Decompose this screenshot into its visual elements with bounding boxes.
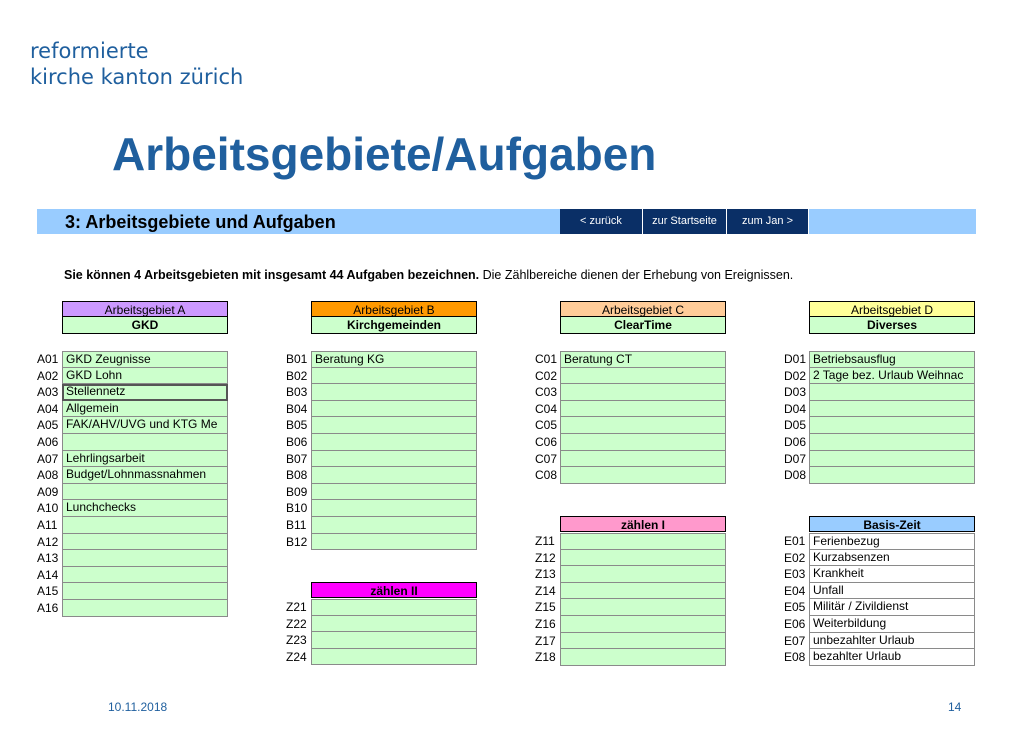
home-button[interactable]: zur Startseite <box>643 209 727 234</box>
row-cell[interactable] <box>311 632 477 649</box>
area-c-header: Arbeitsgebiet C <box>560 301 726 317</box>
row-cell[interactable]: Unfall <box>809 583 975 600</box>
row-code: E02 <box>784 550 806 565</box>
row-code: Z18 <box>535 650 556 665</box>
row-code: A08 <box>37 468 59 483</box>
row-cell[interactable]: Krankheit <box>809 566 975 583</box>
row-cell[interactable] <box>311 368 477 385</box>
zaehlen-ii-header: zählen II <box>311 582 477 598</box>
row-code: A15 <box>37 584 59 599</box>
row-code: C07 <box>535 451 558 466</box>
row-cell[interactable]: Budget/Lohnmassnahmen <box>62 467 228 484</box>
row-code: C05 <box>535 418 558 433</box>
area-b-name: Kirchgemeinden <box>311 317 477 334</box>
intro-text <box>64 268 793 282</box>
row-cell[interactable]: Kurzabsenzen <box>809 550 975 567</box>
row-code: Z17 <box>535 633 556 648</box>
row-cell[interactable] <box>62 550 228 567</box>
row-code: A11 <box>37 518 58 532</box>
footer-date: 10.11.2018 <box>108 700 168 714</box>
row-cell[interactable] <box>560 401 726 418</box>
row-code: E05 <box>784 600 806 615</box>
sheet-header-bar <box>37 209 976 234</box>
intro-rest: Die Zählbereiche dienen der Erhebung von Ereignissen. <box>479 268 794 282</box>
row-code: B08 <box>286 468 308 483</box>
row-cell[interactable] <box>311 534 477 551</box>
row-cell[interactable] <box>311 451 477 468</box>
row-code: Z13 <box>535 567 556 582</box>
area-c-name: ClearTime <box>560 317 726 334</box>
spreadsheet <box>37 209 976 679</box>
row-code: D01 <box>784 352 807 366</box>
row-code: A06 <box>37 435 59 449</box>
row-code: C08 <box>535 468 558 483</box>
row-cell[interactable]: Beratung CT <box>560 351 726 368</box>
area-d-name: Diverses <box>809 317 975 334</box>
row-cell[interactable] <box>62 583 228 600</box>
row-cell[interactable] <box>311 649 477 666</box>
row-code: B12 <box>286 534 308 549</box>
row-cell[interactable] <box>560 599 726 616</box>
row-cell[interactable]: Betriebsausflug <box>809 351 975 368</box>
row-code: A04 <box>37 401 59 416</box>
row-code: A09 <box>37 484 59 499</box>
zaehlen-i-header: zählen I <box>560 516 726 532</box>
row-code: A02 <box>37 368 59 383</box>
row-code: A10 <box>37 501 59 516</box>
row-cell[interactable] <box>560 550 726 567</box>
area-a-name: GKD <box>62 317 228 334</box>
row-cell[interactable] <box>560 533 726 550</box>
row-code: A03 <box>37 385 59 400</box>
row-cell[interactable]: Stellennetz <box>62 384 228 401</box>
row-code: B01 <box>286 352 308 366</box>
row-cell[interactable] <box>311 401 477 418</box>
row-cell[interactable] <box>560 566 726 583</box>
row-cell[interactable] <box>560 649 726 666</box>
row-cell[interactable] <box>560 434 726 451</box>
slide-title: Arbeitsgebiete/Aufgaben <box>112 128 657 180</box>
row-cell[interactable] <box>311 484 477 501</box>
sheet-title: 3: Arbeitsgebiete und Aufgaben <box>65 212 336 232</box>
row-code: E06 <box>784 617 806 631</box>
area-b-header: Arbeitsgebiet B <box>311 301 477 317</box>
row-cell[interactable]: GKD Zeugnisse <box>62 351 228 368</box>
logo-line-1: reformierte <box>30 39 149 63</box>
back-button[interactable]: < zurück <box>560 209 643 234</box>
row-cell[interactable]: Lunchchecks <box>62 500 228 517</box>
row-code: A14 <box>37 567 59 582</box>
basis-zeit-header: Basis-Zeit <box>809 516 975 532</box>
row-code: Z15 <box>535 600 556 615</box>
row-cell[interactable] <box>560 616 726 633</box>
area-a-header: Arbeitsgebiet A <box>62 301 228 317</box>
row-cell[interactable] <box>311 517 477 534</box>
row-code: E03 <box>784 567 806 582</box>
row-code: D05 <box>784 418 807 433</box>
row-cell[interactable] <box>560 467 726 484</box>
row-cell[interactable] <box>62 600 228 617</box>
row-code: Z11 <box>535 534 555 548</box>
row-code: Z21 <box>286 600 307 614</box>
page-number: 14 <box>948 700 962 714</box>
row-cell[interactable]: FAK/AHV/UVG und KTG Me <box>62 417 228 434</box>
row-code: B06 <box>286 435 308 449</box>
row-code: Z14 <box>535 583 556 598</box>
row-cell[interactable] <box>560 384 726 401</box>
row-cell[interactable] <box>809 451 975 468</box>
row-cell[interactable] <box>311 384 477 401</box>
row-code: Z16 <box>535 617 556 631</box>
row-code: A12 <box>37 534 59 549</box>
area-d-header: Arbeitsgebiet D <box>809 301 975 317</box>
row-code: A16 <box>37 601 59 615</box>
row-cell[interactable]: Lehrlingsarbeit <box>62 451 228 468</box>
row-code: B07 <box>286 451 308 466</box>
row-code: B05 <box>286 418 308 433</box>
row-code: D03 <box>784 385 807 400</box>
next-month-button[interactable]: zum Jan > <box>727 209 809 234</box>
row-cell[interactable] <box>560 451 726 468</box>
row-cell[interactable]: Militär / Zivildienst <box>809 599 975 616</box>
row-code: Z23 <box>286 633 307 648</box>
row-cell[interactable]: Beratung KG <box>311 351 477 368</box>
row-cell[interactable]: Ferienbezug <box>809 533 975 550</box>
row-cell[interactable] <box>311 500 477 517</box>
row-cell[interactable] <box>311 616 477 633</box>
intro-bold: Sie können 4 Arbeitsgebieten mit insgesamt 44 Aufgaben bezeichnen. <box>64 268 480 282</box>
row-cell[interactable]: GKD Lohn <box>62 368 228 385</box>
row-cell[interactable] <box>62 534 228 551</box>
row-code: D08 <box>784 468 807 483</box>
row-code: C02 <box>535 368 558 383</box>
row-cell[interactable] <box>62 567 228 584</box>
row-code: B11 <box>286 518 307 532</box>
row-cell[interactable] <box>560 417 726 434</box>
row-cell[interactable]: Allgemein <box>62 401 228 418</box>
logo-line-2: kirche kanton zürich <box>30 65 244 89</box>
row-code: C04 <box>535 401 558 416</box>
row-code: E04 <box>784 583 806 598</box>
row-code: D02 <box>784 368 807 383</box>
row-code: D06 <box>784 435 807 449</box>
row-code: D07 <box>784 451 807 466</box>
row-cell[interactable]: bezahlter Urlaub <box>809 649 975 666</box>
row-code: B02 <box>286 368 308 383</box>
row-code: Z24 <box>286 649 307 664</box>
row-cell[interactable] <box>311 599 477 616</box>
row-code: B04 <box>286 401 308 416</box>
row-cell[interactable]: Weiterbildung <box>809 616 975 633</box>
row-code: B03 <box>286 385 308 400</box>
row-code: C03 <box>535 385 558 400</box>
row-code: A13 <box>37 551 59 566</box>
row-cell[interactable] <box>809 434 975 451</box>
row-cell[interactable] <box>809 384 975 401</box>
row-cell[interactable] <box>311 417 477 434</box>
row-code: E07 <box>784 633 806 648</box>
row-code: C01 <box>535 352 558 366</box>
row-cell[interactable] <box>560 583 726 600</box>
row-cell[interactable] <box>311 434 477 451</box>
row-cell[interactable] <box>560 633 726 650</box>
row-code: E08 <box>784 650 806 665</box>
row-cell[interactable] <box>809 417 975 434</box>
row-cell[interactable] <box>62 434 228 451</box>
row-cell[interactable] <box>311 467 477 484</box>
row-code: A05 <box>37 418 59 433</box>
row-code: A01 <box>37 352 59 366</box>
row-code: Z12 <box>535 550 556 565</box>
row-cell[interactable]: 2 Tage bez. Urlaub Weihnac <box>809 368 975 385</box>
row-code: Z22 <box>286 616 307 631</box>
logo <box>30 38 243 90</box>
row-code: D04 <box>784 401 807 416</box>
row-code: B10 <box>286 501 308 516</box>
row-cell[interactable] <box>809 467 975 484</box>
row-cell[interactable] <box>560 368 726 385</box>
row-cell[interactable]: unbezahlter Urlaub <box>809 633 975 650</box>
row-cell[interactable] <box>62 484 228 501</box>
row-cell[interactable] <box>809 401 975 418</box>
row-cell[interactable] <box>62 517 228 534</box>
row-code: B09 <box>286 484 308 499</box>
row-code: E01 <box>784 534 806 548</box>
row-code: C06 <box>535 435 558 449</box>
row-code: A07 <box>37 451 59 466</box>
